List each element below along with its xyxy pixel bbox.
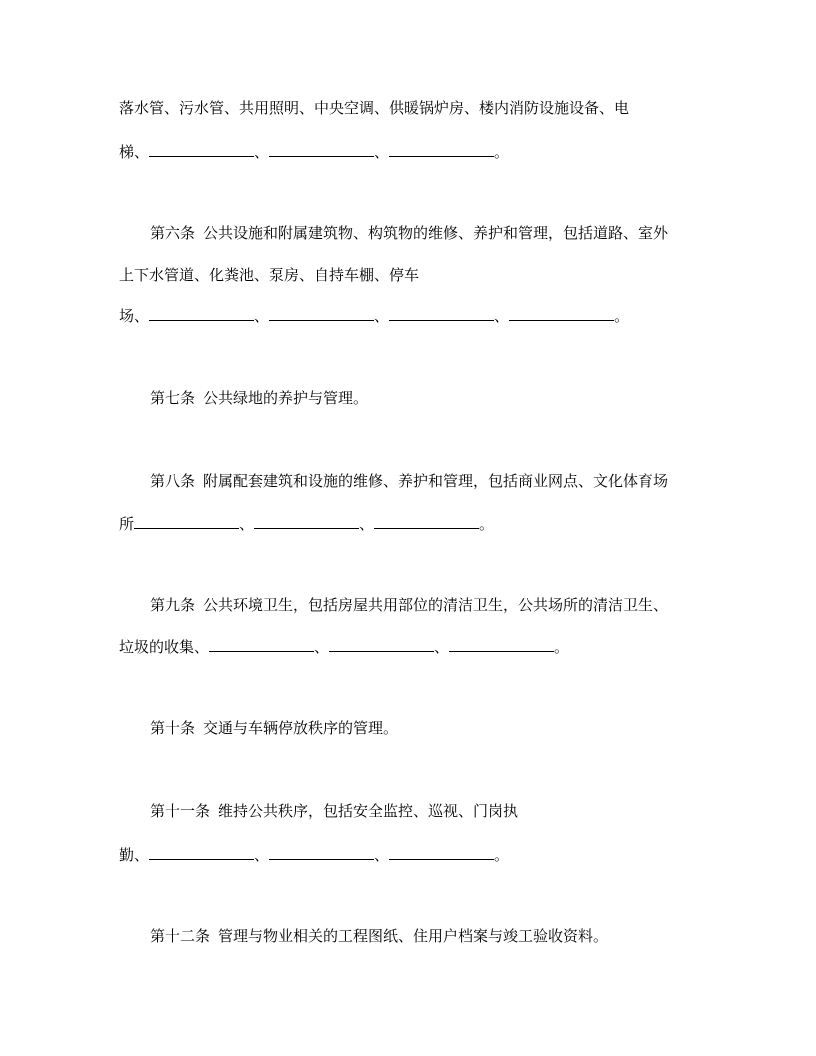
separator: 、: [239, 515, 255, 533]
fill-in-blank[interactable]: [449, 637, 554, 652]
article-number: 第十一条: [150, 802, 211, 820]
line-lead: 场、: [119, 307, 150, 325]
fill-in-blank[interactable]: [389, 306, 494, 321]
separator: 、: [359, 515, 375, 533]
separator: 、: [374, 307, 390, 325]
article-8: [150, 471, 668, 491]
article-7: [150, 388, 368, 408]
fill-in-blank[interactable]: [269, 306, 374, 321]
fill-in-blank[interactable]: [374, 514, 479, 529]
article-5-continuation: [119, 98, 629, 118]
fill-in-blank[interactable]: [149, 845, 254, 860]
separator: 、: [254, 307, 270, 325]
article-12: [150, 926, 608, 946]
article-5-blanks-line: [119, 142, 509, 162]
text: 落水管、污水管、共用照明、中央空调、供暖锅炉房、楼内消防设施设备、电: [119, 99, 630, 117]
fill-in-blank[interactable]: [269, 142, 374, 157]
article-text: 附属配套建筑和设施的维修、养护和管理，包括商业网点、文化体育场: [203, 472, 669, 490]
fill-in-blank[interactable]: [389, 142, 494, 157]
fill-in-blank[interactable]: [149, 306, 254, 321]
fill-in-blank[interactable]: [509, 306, 614, 321]
article-text: 公共设施和附属建筑物、构筑物的维修、养护和管理，包括道路、室外: [203, 224, 669, 242]
line-lead: 垃圾的收集、: [119, 638, 210, 656]
period: 。: [479, 515, 495, 533]
fill-in-blank[interactable]: [389, 845, 494, 860]
article-number: 第十二条: [150, 927, 211, 945]
article-6-continuation: [119, 265, 419, 285]
separator: 、: [374, 846, 390, 864]
article-text: 公共绿地的养护与管理。: [203, 389, 369, 407]
period: 。: [494, 846, 510, 864]
article-text: 管理与物业相关的工程图纸、住用户档案与竣工验收资料。: [218, 927, 609, 945]
article-number: 第六条: [150, 224, 196, 242]
article-text: 交通与车辆停放秩序的管理。: [203, 719, 399, 737]
line-lead: 梯、: [119, 143, 150, 161]
article-text: 维持公共秩序，包括安全监控、巡视、门岗执: [218, 802, 519, 820]
article-number: 第十条: [150, 719, 196, 737]
article-number: 第九条: [150, 596, 196, 614]
fill-in-blank[interactable]: [269, 845, 374, 860]
article-9-blanks-line: [119, 637, 569, 657]
article-6: [150, 223, 668, 243]
article-9: [150, 595, 668, 615]
separator: 、: [434, 638, 450, 656]
article-6-blanks-line: [119, 306, 629, 326]
fill-in-blank[interactable]: [134, 514, 239, 529]
article-11: [150, 801, 518, 821]
fill-in-blank[interactable]: [329, 637, 434, 652]
period: 。: [494, 143, 510, 161]
period: 。: [614, 307, 630, 325]
separator: 、: [494, 307, 510, 325]
article-8-blanks-line: [119, 514, 494, 534]
period: 。: [554, 638, 570, 656]
fill-in-blank[interactable]: [209, 637, 314, 652]
article-text: 公共环境卫生，包括房屋共用部位的清洁卫生，公共场所的清洁卫生、: [203, 596, 669, 614]
line-lead: 所: [119, 515, 135, 533]
separator: 、: [314, 638, 330, 656]
separator: 、: [254, 143, 270, 161]
text: 上下水管道、化粪池、泵房、自持车棚、停车: [119, 266, 420, 284]
article-10: [150, 718, 398, 738]
separator: 、: [374, 143, 390, 161]
article-11-blanks-line: [119, 845, 509, 865]
fill-in-blank[interactable]: [254, 514, 359, 529]
separator: 、: [254, 846, 270, 864]
article-number: 第七条: [150, 389, 196, 407]
fill-in-blank[interactable]: [149, 142, 254, 157]
article-number: 第八条: [150, 472, 196, 490]
line-lead: 勤、: [119, 846, 150, 864]
